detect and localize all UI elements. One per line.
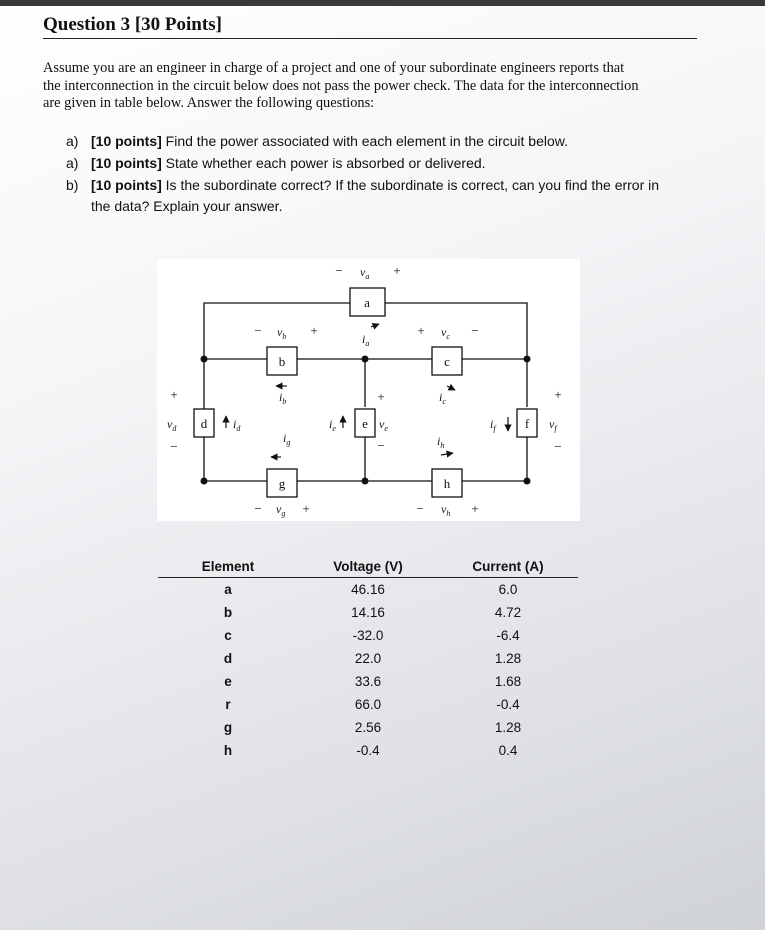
- current-a-arrow: [371, 324, 379, 327]
- voltage-e-label: $v_e$: [379, 417, 388, 433]
- element-g-label: g: [278, 476, 286, 491]
- voltage-h-label: $v_h$: [441, 502, 451, 518]
- header-element: Element: [201, 559, 255, 574]
- polarity-sign: −: [416, 501, 424, 516]
- element-b-label: b: [278, 354, 286, 369]
- polarity-sign: +: [554, 387, 562, 402]
- table-row: e 33.6 1.68: [224, 674, 522, 689]
- header-current: Current (A): [472, 559, 544, 574]
- polarity-sign: +: [393, 263, 401, 278]
- current-d-label: $i_d$: [233, 417, 241, 433]
- question-title: Question 3 [30 Points]: [43, 14, 222, 35]
- intro-line: Assume you are an engineer in charge of a project and one of your subordinate engineers reports that: [43, 60, 625, 76]
- element-f-label: f: [524, 416, 530, 431]
- question-item-1: a) [10 points] Find the power associated with each element in the circuit below.: [66, 133, 569, 149]
- polarity-sign: +: [302, 501, 310, 516]
- polarity-sign: −: [471, 323, 479, 338]
- voltage-b-label: $v_b$: [277, 325, 287, 341]
- current-h-label: $i_h$: [437, 434, 445, 450]
- table-row: r 66.0 -0.4: [225, 697, 520, 712]
- top-bar: [0, 0, 765, 6]
- element-c-label: c: [444, 354, 450, 369]
- voltage-a-label: $v_a$: [360, 265, 370, 281]
- current-g-label: $i_g$: [283, 431, 291, 447]
- intro-line: are given in table below. Answer the following questions:: [43, 95, 375, 111]
- table-row: a 46.16 6.0: [224, 582, 518, 597]
- current-h-arrow: [441, 453, 453, 455]
- polarity-sign: −: [377, 438, 385, 453]
- intro-line: the interconnection in the circuit below does not pass the power check. The data for the interconnection: [43, 77, 639, 94]
- current-e-label: $i_e$: [329, 417, 336, 433]
- current-a-label: $i_a$: [362, 332, 370, 348]
- node-dot: [524, 478, 531, 485]
- node-dot: [201, 478, 208, 485]
- polarity-sign: −: [254, 501, 262, 516]
- voltage-d-label: $v_d$: [167, 417, 177, 433]
- question-item-3: b) [10 points] Is the subordinate correct? If the subordinate is correct, can you find the error in the data? Explain your answer.: [66, 177, 660, 214]
- table-row: d 22.0 1.28: [223, 651, 522, 666]
- element-h-label: h: [443, 476, 451, 491]
- polarity-sign: +: [471, 501, 479, 516]
- node-dot: [362, 478, 369, 485]
- table-row: g 2.56 1.28: [223, 720, 522, 735]
- question-item-2: a) [10 points] State whether each power is absorbed or delivered.: [66, 155, 486, 171]
- element-a-label: a: [364, 295, 370, 310]
- voltage-c-label: $v_c$: [441, 325, 450, 341]
- element-e-label: e: [362, 416, 368, 431]
- voltage-f-label: $v_f$: [549, 417, 557, 433]
- table-row: c -32.0 -6.4: [224, 628, 520, 643]
- element-d-label: d: [200, 416, 208, 431]
- header-voltage: Voltage (V): [333, 559, 403, 574]
- current-b-label: $i_b$: [279, 390, 287, 406]
- polarity-sign: −: [335, 263, 343, 278]
- circuit-svg: [157, 259, 580, 521]
- polarity-sign: −: [254, 323, 262, 338]
- current-c-arrow: [447, 386, 455, 390]
- node-dot: [362, 356, 369, 363]
- circuit-diagram: [157, 259, 580, 521]
- polarity-sign: +: [310, 323, 318, 338]
- table-row: h -0.4 0.4: [223, 743, 518, 758]
- current-c-label: $i_c$: [439, 390, 446, 406]
- polarity-sign: +: [377, 389, 385, 404]
- voltage-g-label: $v_g$: [276, 502, 286, 518]
- header-divider: [158, 577, 578, 578]
- polarity-sign: −: [554, 439, 562, 454]
- node-dot: [201, 356, 208, 363]
- title-divider: [43, 38, 697, 39]
- table-row: b 14.16 4.72: [223, 605, 522, 620]
- current-f-label: $i_f$: [490, 417, 496, 433]
- polarity-sign: +: [417, 323, 425, 338]
- node-dot: [524, 356, 531, 363]
- intro-paragraph: [43, 60, 703, 113]
- polarity-sign: −: [170, 439, 178, 454]
- polarity-sign: +: [170, 387, 178, 402]
